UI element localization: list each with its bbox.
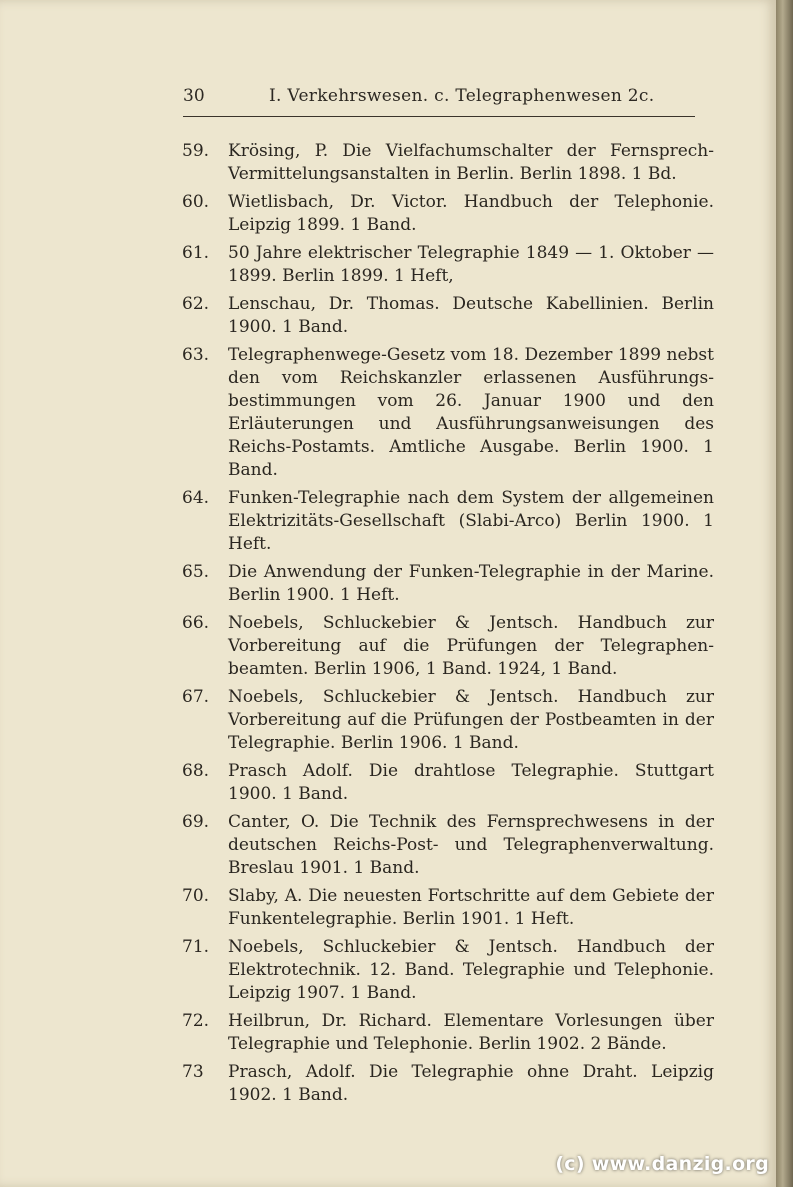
entry-number: 60. [182,192,210,212]
entry-number: 66. [182,613,210,633]
entry-text: Funken-Telegraphie nach dem System der allgemeinen Elektrizitäts-Gesellschaft (Slabi-Arco) Berlin 1900. 1 Heft. [228,488,714,554]
book-edge [776,0,793,1187]
running-head: I. Verkehrswesen. c. Telegraphenwesen 2c. [269,86,655,106]
entry-text: 50 Jahre elektrischer Telegraphie 1849 — 1. Oktober — 1899. Berlin 1899. 1 Heft, [228,243,714,286]
list-item [182,561,714,607]
header-rule [183,116,695,117]
entry-number: 64. [182,488,210,508]
entry-number: 65. [182,562,210,582]
list-item [182,936,714,1005]
entry-text: Noebels, Schluckebier & Jentsch. Handbuch zur Vorbereitung auf die Prüfungen der Telegraphen-beamten. Berlin 1906, 1 Band. 1924, 1 Band. [228,613,714,679]
list-item [182,1061,714,1107]
list-item [182,811,714,880]
list-item [182,760,714,806]
bibliography-list [182,140,714,1112]
entry-text: Slaby, A. Die neuesten Fortschritte auf dem Gebiete der Funkentelegraphie. Berlin 1901. 1 Heft. [228,886,714,929]
entry-text: Lenschau, Dr. Thomas. Deutsche Kabellinien. Berlin 1900. 1 Band. [228,294,714,337]
entry-number: 59. [182,141,210,161]
list-item [182,487,714,556]
entry-number: 61. [182,243,210,263]
list-item [182,686,714,755]
entry-text: Die Anwendung der Funken-Telegraphie in der Marine. Berlin 1900. 1 Heft. [228,562,714,605]
list-item [182,191,714,237]
entry-text: Heilbrun, Dr. Richard. Elementare Vorlesungen über Telegraphie und Telephonie. Berlin 1902. 2 Bände. [228,1011,714,1054]
entry-text: Wietlisbach, Dr. Victor. Handbuch der Telephonie. Leipzig 1899. 1 Band. [228,192,714,235]
entry-text: Noebels, Schluckebier & Jentsch. Handbuch zur Vorbereitung auf die Prüfungen der Postbeamten in der Telegraphie. Berlin 1906. 1 Band. [228,687,714,753]
watermark: (c) www.danzig.org [555,1153,769,1175]
entry-number: 67. [182,687,210,707]
entry-number: 70. [182,886,210,906]
entry-number: 62. [182,294,210,314]
list-item [182,140,714,186]
entry-number: 69. [182,812,210,832]
list-item [182,885,714,931]
list-item [182,242,714,288]
page-header [183,86,695,116]
entry-text: Telegraphenwege-Gesetz vom 18. Dezember 1899 nebst den vom Reichskanzler erlassenen Ausführungs-bestimmungen vom 26. Januar 1900 und den Erläuterungen und Ausführungsanweisungen des Reichs-Postamts. Amtliche Ausgabe. Berlin 1900. 1 Band. [228,345,714,480]
entry-number: 68. [182,761,210,781]
page-number: 30 [183,86,205,106]
list-item [182,293,714,339]
entry-number: 63. [182,345,210,365]
entry-number: 72. [182,1011,210,1031]
list-item [182,612,714,681]
list-item [182,344,714,482]
entry-text: Noebels, Schluckebier & Jentsch. Handbuch der Elektrotechnik. 12. Band. Telegraphie und Telephonie. Leipzig 1907. 1 Band. [228,937,714,1003]
entry-text: Canter, O. Die Technik des Fernsprechwesens in der deutschen Reichs-Post- und Telegraphenverwaltung. Breslau 1901. 1 Band. [228,812,714,878]
entry-number: 73 [182,1062,204,1082]
entry-text: Prasch, Adolf. Die Telegraphie ohne Draht. Leipzig 1902. 1 Band. [228,1062,714,1105]
entry-number: 71. [182,937,210,957]
entry-text: Prasch Adolf. Die drahtlose Telegraphie. Stuttgart 1900. 1 Band. [228,761,714,804]
list-item [182,1010,714,1056]
entry-text: Krösing, P. Die Vielfachumschalter der Fernsprech-Vermittelungsanstalten in Berlin. Berlin 1898. 1 Bd. [228,141,714,184]
